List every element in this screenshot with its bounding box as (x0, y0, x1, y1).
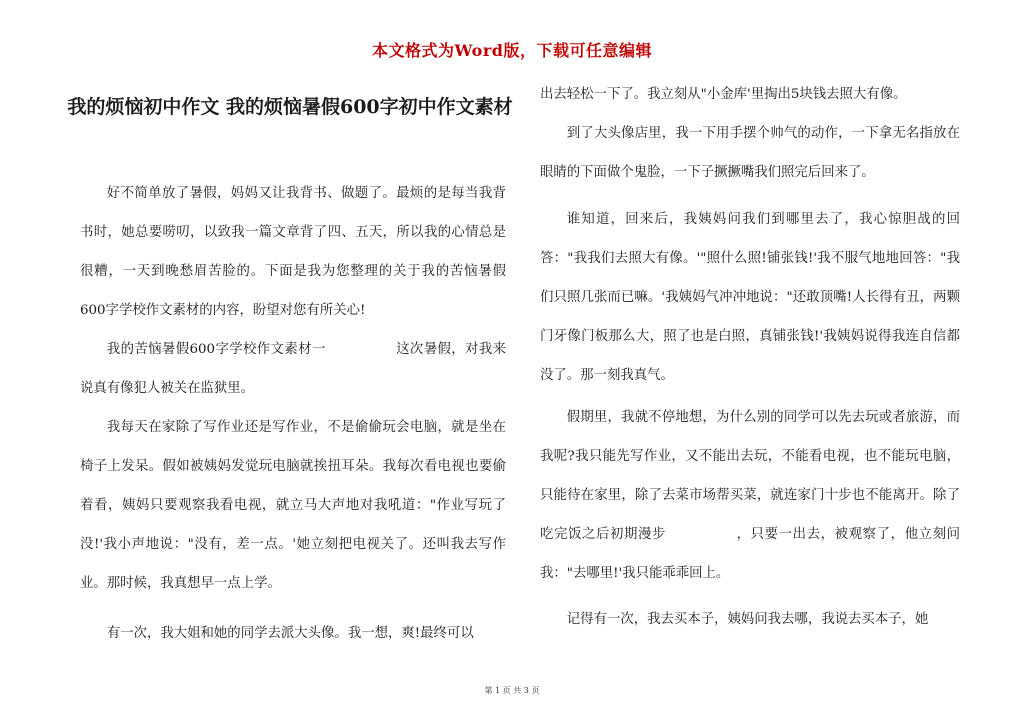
paragraph-text: ，只要一出去，被观察了，他立刻问我："去哪里!'我只能乖乖回上。 (540, 527, 960, 581)
paragraph: 记得有一次，我去买本子，姨妈问我去哪，我说去买本子，她 (566, 612, 929, 627)
paragraph: 好不简单放了暑假，妈妈又让我背书、做题了。最烦的是每当我背书时，她总要唠叨，以致我一篇文章背了四、五天，所以我的心情总是很糟，一天到晚愁眉苦脸的。下面是我为您整理的关于我的苦恼暑假600字学校作文素材的内容，盼望对您有所关心! (80, 186, 506, 318)
paragraph: 谁知道，回来后，我姨妈问我们到哪里去了，我心惊胆战的回答："我我们去照大有像。'"照什么照!铺张钱!'我不服气地地回答："我们只照几张而已嘛。'我姨妈气冲冲地说："还敢顶嘴!人长得有丑，两颗门牙像门板那么大，照了也是白照，真铺张钱!'我姨妈说得我连自信都没了。那一刻我真气。 (540, 212, 960, 383)
paragraph: 我每天在家除了写作业还是写作业，不是偷偷玩会电脑，就是坐在椅子上发呆。假如被姨妈发觉玩电脑就挨扭耳朵。我每次看电视也要偷着看，姨妈只要观察我看电视，就立马大声地对我吼道："作业写玩了没!'我小声地说："没有，差一点。'她立刻把电视关了。还叫我去写作业。那时候，我真想早一点上学。 (80, 420, 506, 591)
paragraph: 有一次，我大姐和她的同学去派大头像。我一想，爽!最终可以 (106, 626, 474, 641)
sub-heading: 我的苦恼暑假600字学校作文素材一 (106, 342, 326, 357)
page-number-footer: 第 1 页 共 3 页 (484, 686, 540, 695)
document-title: 我的烦恼初中作文 我的烦恼暑假600字初中作文素材 (67, 96, 513, 118)
paragraph (80, 330, 506, 408)
word-format-banner: 本文格式为Word版，下载可任意编辑 (372, 41, 652, 60)
paragraph-text: 这次暑假，对我来说真有像犯人被关在监狱里。 (80, 342, 507, 396)
paragraph (540, 398, 960, 593)
paragraph: 到了大头像店里，我一下用手摆个帅气的动作，一下拿无名指放在眼睛的下面做个鬼脸，一下子撅撅嘴我们照完后回来了。 (540, 126, 960, 180)
paragraph: 出去轻松一下了。我立刻从"小金库'里掏出5块钱去照大有像。 (540, 87, 907, 102)
paragraph-text: 假期里，我就不停地想，为什么别的同学可以先去玩或者旅游，而我呢?我只能先写作业，又不能出去玩，不能看电视，也不能玩电脑，只能待在家里，除了去菜市场帮买菜，就连家门十步也不能离开。除了吃完饭之后初期漫步 (540, 410, 960, 542)
